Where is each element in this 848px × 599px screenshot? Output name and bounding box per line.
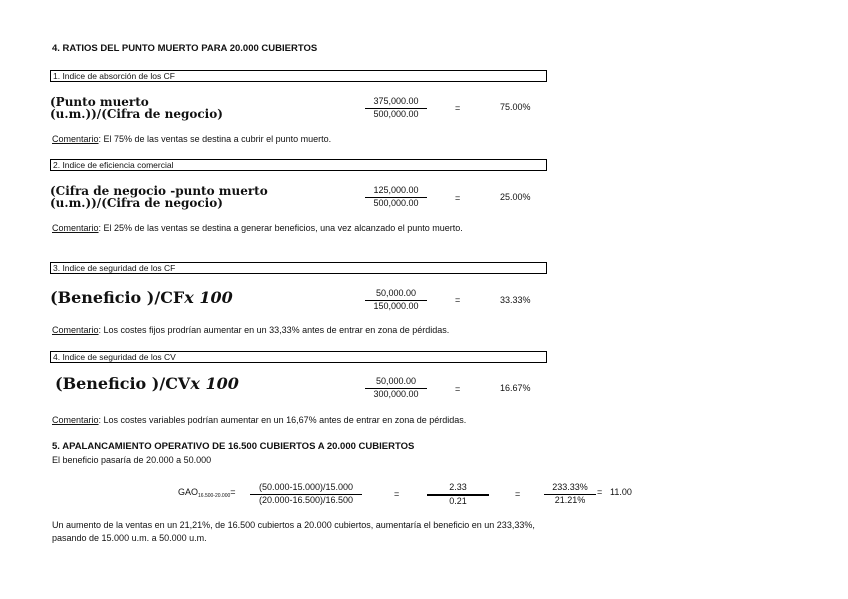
ratio-4-comment bbox=[52, 415, 466, 425]
gao-equals-2: = bbox=[515, 489, 521, 499]
gao-equals: = bbox=[230, 487, 236, 497]
ratio-2-formula bbox=[50, 185, 268, 209]
ratio-3-denominator: 150,000.00 bbox=[365, 300, 427, 312]
ratio-2-comment bbox=[52, 223, 463, 233]
ratio-1-header: 1. Indice de absorción de los CF bbox=[50, 70, 547, 82]
gao-fraction-3-denominator: 21.21% bbox=[544, 494, 596, 506]
gao-fraction-1 bbox=[250, 482, 362, 506]
ratio-1-comment-text: : El 75% de las ventas se destina a cubrir el punto muerto. bbox=[98, 134, 332, 144]
ratio-3-formula-main: (Beneficio )/CF bbox=[50, 288, 185, 307]
ratio-4-denominator: 300,000.00 bbox=[365, 388, 427, 400]
ratio-2-result: 25.00% bbox=[500, 192, 531, 202]
ratio-2-comment-text: : El 25% de las ventas se destina a generar beneficios, una vez alcanzado el punto muerto. bbox=[98, 223, 463, 233]
gao-result: 11.00 bbox=[610, 487, 632, 497]
ratio-2-header: 2. Indice de eficiencia comercial bbox=[50, 159, 547, 171]
section-5-title: 5. APALANCAMIENTO OPERATIVO DE 16.500 CUBIERTOS A 20.000 CUBIERTOS bbox=[52, 441, 415, 452]
gao-fraction-2 bbox=[427, 482, 489, 507]
ratio-2-fraction bbox=[365, 185, 427, 209]
gao-fraction-2-numerator: 2.33 bbox=[449, 482, 467, 492]
gao-fraction-3 bbox=[544, 482, 596, 506]
ratio-4-numerator: 50,000.00 bbox=[375, 376, 417, 386]
ratio-3-fraction bbox=[365, 288, 427, 312]
ratio-2-denominator: 500,000.00 bbox=[365, 197, 427, 209]
gao-fraction-1-numerator: (50.000-15.000)/15.000 bbox=[258, 482, 354, 492]
ratio-1-formula-line2: (u.m.))/(Cifra de negocio) bbox=[50, 107, 223, 121]
ratio-1-comment bbox=[52, 134, 331, 144]
section-4-title: 4. RATIOS DEL PUNTO MUERTO PARA 20.000 CUBIERTOS bbox=[52, 43, 318, 54]
ratio-2-formula-line1: (Cifra de negocio -punto muerto bbox=[50, 184, 268, 198]
ratio-3-comment-label: Comentario bbox=[52, 325, 99, 335]
ratio-4-result: 16.67% bbox=[500, 383, 531, 393]
ratio-2-comment-label: Comentario bbox=[52, 223, 99, 233]
gao-equals-3: = bbox=[597, 487, 603, 497]
gao-fraction-1-denominator: (20.000-16.500)/16.500 bbox=[250, 494, 362, 506]
gao-subscript: 16.500-20.000 bbox=[198, 493, 231, 499]
ratio-4-fraction bbox=[365, 376, 427, 400]
ratio-1-fraction bbox=[365, 96, 427, 120]
ratio-1-comment-label: Comentario bbox=[52, 134, 99, 144]
ratio-3-header: 3. Indice de seguridad de los CF bbox=[50, 262, 547, 274]
ratio-4-comment-label: Comentario bbox=[52, 415, 99, 425]
ratio-2-numerator: 125,000.00 bbox=[373, 185, 419, 195]
ratio-3-formula bbox=[50, 288, 233, 307]
section-5-subtitle: El beneficio pasaría de 20.000 a 50.000 bbox=[52, 455, 212, 465]
ratio-4-formula-multiplier: x 100 bbox=[190, 374, 239, 393]
ratio-4-header: 4. Indice de seguridad de los CV bbox=[50, 351, 547, 363]
gao-label bbox=[178, 487, 236, 499]
ratio-2-equals: = bbox=[455, 193, 461, 203]
gao-equals-1: = bbox=[394, 489, 400, 499]
ratio-4-formula-main: (Beneficio )/CV bbox=[55, 374, 191, 393]
ratio-1-denominator: 500,000.00 bbox=[365, 108, 427, 120]
ratio-4-formula bbox=[55, 374, 239, 393]
ratio-1-equals: = bbox=[455, 103, 461, 113]
conclusion-line-2: pasando de 15.000 u.m. a 50.000 u.m. bbox=[52, 533, 207, 543]
ratio-1-formula bbox=[50, 96, 223, 120]
ratio-3-equals: = bbox=[455, 295, 461, 305]
ratio-1-formula-line1: (Punto muerto bbox=[50, 95, 149, 109]
ratio-4-equals: = bbox=[455, 384, 461, 394]
ratio-4-comment-text: : Los costes variables podrían aumentar en un 16,67% antes de entrar en zona de pérdidas. bbox=[98, 415, 467, 425]
gao-fraction-3-numerator: 233.33% bbox=[552, 482, 588, 492]
gao-label-text: GAO bbox=[178, 487, 199, 497]
ratio-1-numerator: 375,000.00 bbox=[373, 96, 419, 106]
ratio-3-comment-text: : Los costes fijos prodrían aumentar en un 33,33% antes de entrar en zona de pérdidas. bbox=[98, 325, 450, 335]
ratio-3-numerator: 50,000.00 bbox=[375, 288, 417, 298]
ratio-3-result: 33.33% bbox=[500, 295, 531, 305]
gao-fraction-2-denominator: 0.21 bbox=[427, 494, 489, 507]
conclusion-line-1: Un aumento de la ventas en un 21,21%, de 16.500 cubiertos a 20.000 cubiertos, aumentaría el beneficio en un 233,33%, bbox=[52, 520, 535, 530]
ratio-3-formula-multiplier: x 100 bbox=[184, 288, 233, 307]
ratio-2-formula-line2: (u.m.))/(Cifra de negocio) bbox=[50, 196, 223, 210]
ratio-3-comment bbox=[52, 325, 449, 335]
ratio-1-result: 75.00% bbox=[500, 102, 531, 112]
